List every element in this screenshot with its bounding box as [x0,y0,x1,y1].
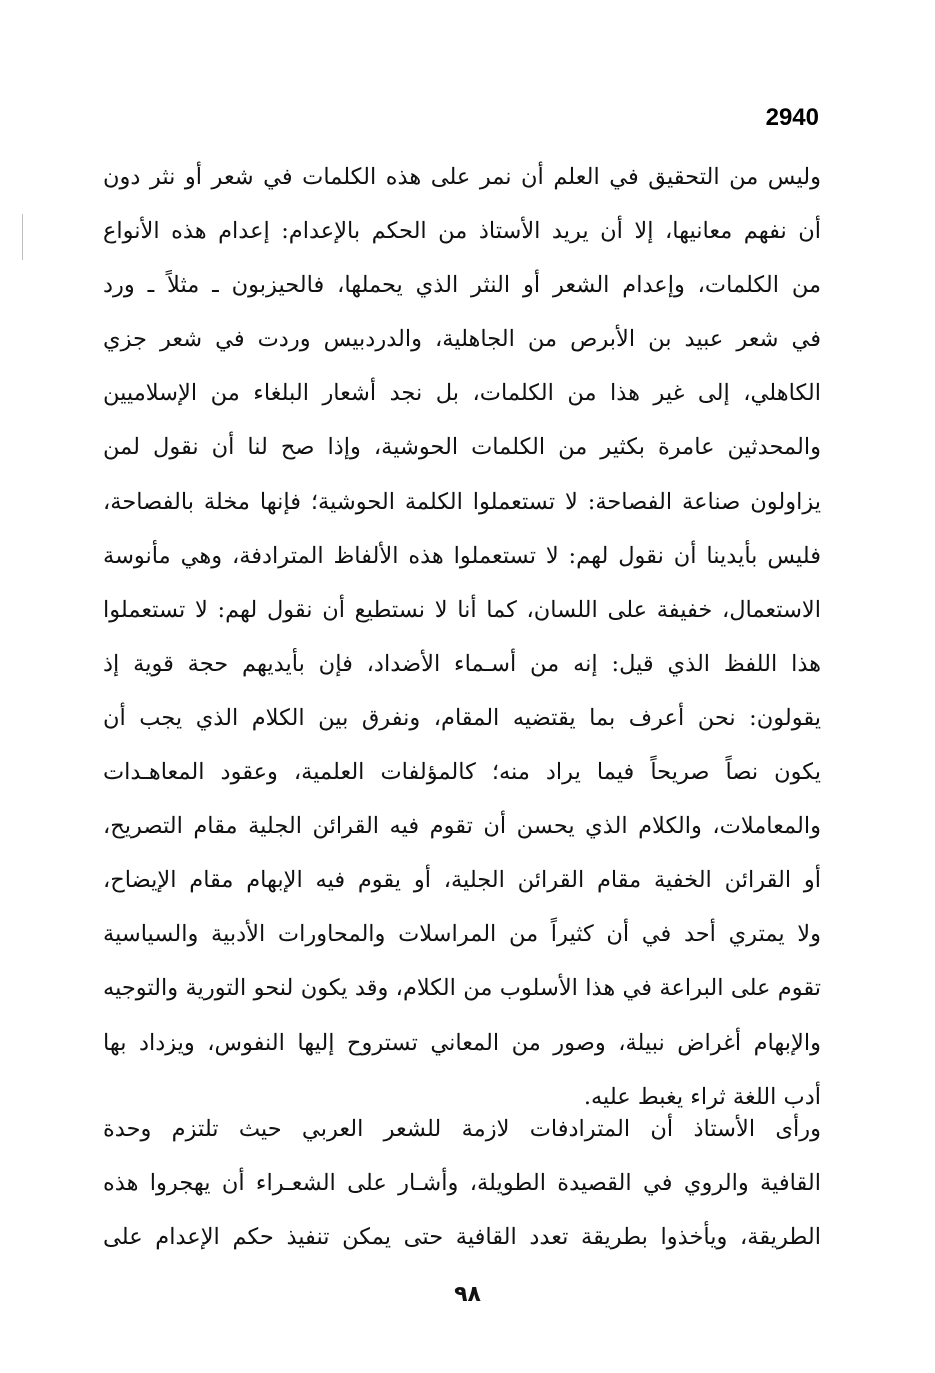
text-line: الطريقة، ويأخذوا بطريقة تعدد القافية حتى يمكن تنفيذ حكم الإعدام على [103,1224,821,1251]
text-line: من الكلمات، وإعدام الشعر أو النثر الذي يحملها، فالحيزبون ـ مثلاً ـ ورد [103,272,821,299]
text-line: والمحدثين عامرة بكثير من الكلمات الحوشية، وإذا صح لنا أن نقول لمن [103,434,821,461]
text-line: هذا اللفظ الذي قيل: إنه من أسـماء الأضداد، فإن بأيديهم حجة قوية إذ [103,650,821,677]
text-line: الكاهلي، إلى غير هذا من الكلمات، بل نجد أشعار البلغاء من الإسلاميين [103,380,821,407]
text-line: ولا يمتري أحد في أن كثيراً من المراسلات والمحاورات الأدبية والسياسية [103,921,821,948]
text-line: في شعر عبيد بن الأبرص من الجاهلية، والدردبيس وردت في شعر جزي [103,326,821,353]
text-line: أدب اللغة ثراء يغبط عليه. [583,1083,821,1110]
header-page-number: 2940 [765,104,819,131]
text-line: الاستعمال، خفيفة على اللسان، كما أنا لا نستطيع أن نقول لهم: لا تستعملوا [103,596,821,623]
scan-edge-mark [22,214,23,260]
text-line: والإبهام أغراض نبيلة، وصور من المعاني تستروح إليها النفوس، ويزداد بها [103,1029,821,1056]
text-line: يقولون: نحن أعرف بما يقتضيه المقام، ونفرق بين الكلام الذي يجب أن [103,704,821,731]
paragraph-2 [103,1102,821,1264]
text-line: يكون نصاً صريحاً فيما يراد منه؛ كالمؤلفات العلمية، وعقود المعاهـدات [103,759,821,786]
text-line: ورأى الأستاذ أن المترادفات لازمة للشعر العربي حيث تلتزم وحدة [103,1116,821,1142]
text-line: تقوم على البراعة في هذا الأسلوب من الكلام، وقد يكون لنحو التورية والتوجيه [103,975,821,1002]
text-line: القافية والروي في القصيدة الطويلة، وأشـار على الشعـراء أن يهجروا هذه [103,1170,821,1197]
footer-page-number: ٩٨ [454,1282,481,1307]
text-line: والمعاملات، والكلام الذي يحسن أن تقوم فيه القرائن الجلية مقام التصريح، [103,813,821,840]
text-line: فليس بأيدينا أن نقول لهم: لا تستعملوا هذه الألفاظ المترادفة، وهي مأنوسة [103,542,821,569]
paragraph-1 [103,150,821,1124]
text-line: أن نفهم معانيها، إلا أن يريد الأستاذ من الحكم بالإعدام: إعدام هذه الأنواع [103,218,821,245]
text-line: وليس من التحقيق في العلم أن نمر على هذه الكلمات في شعر أو نثر دون [103,164,821,190]
text-line: أو القرائن الخفية مقام القرائن الجلية، أو يقوم فيه الإبهام مقام الإيضاح، [103,867,821,894]
text-line: يزاولون صناعة الفصاحة: لا تستعملوا الكلمة الحوشية؛ فإنها مخلة بالفصاحة، [103,488,821,515]
